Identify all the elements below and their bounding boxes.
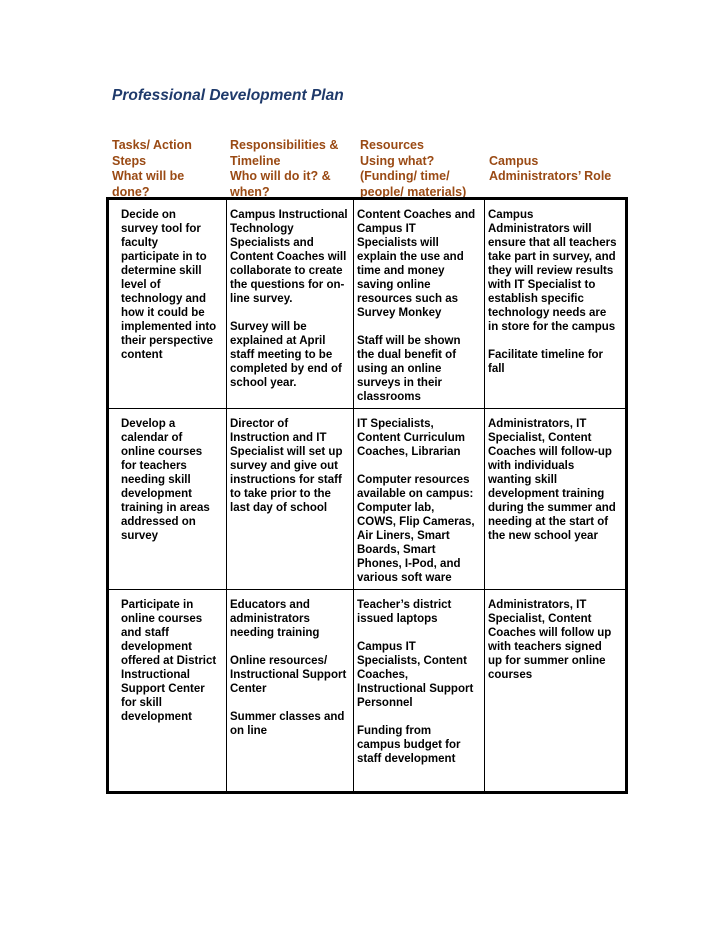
table-row xyxy=(108,590,627,793)
header-line: Timeline xyxy=(230,153,281,168)
cell-line: Support Center xyxy=(121,683,205,695)
cell-paragraph xyxy=(121,417,224,543)
cell-line: addressed on xyxy=(121,516,196,528)
cell-responsibility xyxy=(227,590,354,793)
cell-line: with teachers signed xyxy=(488,641,602,653)
cell-line: Content Curriculum xyxy=(357,432,465,444)
cell-paragraph xyxy=(357,473,482,585)
cell-paragraph xyxy=(230,654,351,696)
cell-line: determine skill xyxy=(121,265,202,277)
cell-line: to take prior to the xyxy=(230,488,331,500)
cell-line: Specialists will xyxy=(357,237,439,249)
cell-line: calendar of xyxy=(121,432,183,444)
cell-paragraph xyxy=(357,417,482,459)
header-line: Resources xyxy=(360,138,424,152)
cell-line: the dual benefit of xyxy=(357,349,457,361)
cell-line: and staff xyxy=(121,627,169,639)
cell-line: time and money xyxy=(357,265,445,277)
cell-line: various soft ware xyxy=(357,572,452,584)
cell-line: up for summer online xyxy=(488,655,606,667)
cell-task xyxy=(108,409,227,590)
cell-line: administrators xyxy=(230,613,310,625)
cell-line: school year. xyxy=(230,377,297,389)
cell-line: using an online xyxy=(357,363,442,375)
cell-line: staff development xyxy=(357,753,456,765)
header-tasks xyxy=(112,138,192,200)
header-responsibilities xyxy=(230,138,338,200)
cell-line: in store for the campus xyxy=(488,321,616,333)
cell-line: collaborate to create xyxy=(230,265,343,277)
cell-line: on line xyxy=(230,725,268,737)
header-line: (Funding/ time/ xyxy=(360,169,450,183)
cell-line: explain the use and xyxy=(357,251,464,263)
cell-line: survey xyxy=(121,530,159,542)
cell-line: Instructional Support xyxy=(357,683,474,695)
cell-line: with IT Specialist to xyxy=(488,279,596,291)
cell-line: Boards, Smart xyxy=(357,544,436,556)
cell-line: Campus Instructional xyxy=(230,209,348,221)
cell-line: ensure that all teachers xyxy=(488,237,617,249)
cell-line: the questions for on- xyxy=(230,279,345,291)
cell-line: with individuals xyxy=(488,460,575,472)
cell-paragraph xyxy=(230,710,351,738)
cell-line: Personnel xyxy=(357,697,413,709)
header-line: when? xyxy=(230,184,270,199)
cell-line: Survey will be xyxy=(230,321,307,333)
cell-line: technology and xyxy=(121,293,206,305)
cell-line: resources such as xyxy=(357,293,459,305)
header-line: Using what? xyxy=(360,153,435,168)
header-line: Tasks/ Action xyxy=(112,138,192,152)
header-line: Who will do it? & xyxy=(230,169,331,183)
cell-line: Specialists, Content xyxy=(357,655,467,667)
cell-line: Campus xyxy=(488,209,534,221)
cell-paragraph xyxy=(357,334,482,404)
cell-paragraph xyxy=(357,640,482,710)
cell-line: technology needs are xyxy=(488,307,607,319)
document-title: Professional Development Plan xyxy=(112,87,344,104)
cell-line: level of xyxy=(121,279,161,291)
cell-admin-role xyxy=(485,590,627,793)
cell-line: Survey Monkey xyxy=(357,307,442,319)
header-line: Steps xyxy=(112,153,147,168)
cell-responsibility xyxy=(227,199,354,409)
cell-responsibility xyxy=(227,409,354,590)
cell-paragraph xyxy=(488,598,623,682)
cell-line: they will review results xyxy=(488,265,614,277)
header-line: done? xyxy=(112,184,150,199)
cell-line: available on campus: xyxy=(357,488,474,500)
header-line: What will be xyxy=(112,169,185,183)
cell-line: for skill xyxy=(121,697,162,709)
header-resources xyxy=(360,138,466,200)
cell-resources xyxy=(354,199,485,409)
cell-line: classrooms xyxy=(357,391,421,403)
cell-line: COWS, Flip Cameras, xyxy=(357,516,475,528)
cell-line: issued laptops xyxy=(357,613,438,625)
cell-line: their perspective xyxy=(121,335,214,347)
cell-line: development xyxy=(121,711,192,723)
cell-line: Staff will be shown xyxy=(357,335,461,347)
header-line: Campus xyxy=(489,153,539,168)
cell-line: Coaches, Librarian xyxy=(357,446,461,458)
cell-line: Technology xyxy=(230,223,294,235)
cell-line: Specialist will set up xyxy=(230,446,343,458)
cell-line: courses xyxy=(488,669,533,681)
cell-line: development training xyxy=(488,488,605,500)
cell-line: Computer lab, xyxy=(357,502,435,514)
cell-line: training in areas xyxy=(121,502,210,514)
cell-line: Administrators will xyxy=(488,223,592,235)
plan-table-body xyxy=(108,199,627,793)
cell-line: Center xyxy=(230,683,267,695)
cell-paragraph xyxy=(230,598,351,640)
cell-line: Phones, I-Pod, and xyxy=(357,558,461,570)
table-row xyxy=(108,199,627,409)
cell-line: survey and give out xyxy=(230,460,339,472)
cell-line: Specialist, Content xyxy=(488,613,592,625)
cell-line: faculty xyxy=(121,237,159,249)
cell-line: Instructional xyxy=(121,669,191,681)
cell-task xyxy=(108,590,227,793)
cell-line: Computer resources xyxy=(357,474,470,486)
cell-line: Instructional Support xyxy=(230,669,347,681)
cell-line: instructions for staff xyxy=(230,474,342,486)
cell-task xyxy=(108,199,227,409)
cell-line: Coaches will follow-up xyxy=(488,446,612,458)
cell-line: content xyxy=(121,349,163,361)
cell-line: Director of xyxy=(230,418,289,430)
header-line: people/ materials) xyxy=(360,184,467,199)
plan-table xyxy=(106,197,628,794)
cell-line: Coaches, xyxy=(357,669,409,681)
cell-line: explained at April xyxy=(230,335,326,347)
cell-paragraph xyxy=(488,348,623,376)
cell-line: completed by end of xyxy=(230,363,342,375)
cell-line: needing training xyxy=(230,627,320,639)
column-headers xyxy=(112,138,624,197)
cell-line: wanting skill xyxy=(488,474,558,486)
cell-paragraph xyxy=(488,208,623,334)
header-line: Administrators’ Role xyxy=(489,169,612,183)
cell-paragraph xyxy=(121,208,224,362)
cell-line: Online resources/ xyxy=(230,655,328,667)
header-line: Responsibilities & xyxy=(230,138,339,152)
cell-line: implemented into xyxy=(121,321,217,333)
header-admin-role xyxy=(489,154,611,185)
cell-line: Develop a xyxy=(121,418,176,430)
cell-paragraph xyxy=(357,208,482,320)
cell-paragraph xyxy=(488,417,623,543)
cell-resources xyxy=(354,590,485,793)
cell-line: campus budget for xyxy=(357,739,461,751)
cell-line: Teacher’s district xyxy=(357,599,452,611)
cell-line: Specialist, Content xyxy=(488,432,592,444)
cell-line: Coaches will follow up xyxy=(488,627,612,639)
cell-line: Instruction and IT xyxy=(230,432,327,444)
cell-resources xyxy=(354,409,485,590)
cell-paragraph xyxy=(357,598,482,626)
cell-admin-role xyxy=(485,199,627,409)
cell-line: Air Liners, Smart xyxy=(357,530,450,542)
cell-line: staff meeting to be xyxy=(230,349,333,361)
cell-line: during the summer and xyxy=(488,502,616,514)
cell-paragraph xyxy=(121,598,224,724)
cell-line: line survey. xyxy=(230,293,293,305)
cell-line: online courses xyxy=(121,613,203,625)
cell-paragraph xyxy=(230,417,351,515)
cell-line: Educators and xyxy=(230,599,310,611)
cell-line: participate in to xyxy=(121,251,207,263)
cell-line: Content Coaches and xyxy=(357,209,476,221)
cell-line: Specialists and xyxy=(230,237,314,249)
cell-line: Campus IT xyxy=(357,223,416,235)
cell-line: development xyxy=(121,641,192,653)
cell-line: Decide on xyxy=(121,209,176,221)
cell-paragraph xyxy=(357,724,482,766)
cell-line: online courses xyxy=(121,446,203,458)
cell-line: Participate in xyxy=(121,599,194,611)
cell-line: for teachers xyxy=(121,460,187,472)
cell-line: IT Specialists, xyxy=(357,418,434,430)
cell-line: Content Coaches will xyxy=(230,251,347,263)
cell-line: the new school year xyxy=(488,530,598,542)
cell-line: saving online xyxy=(357,279,431,291)
cell-line: needing at the start of xyxy=(488,516,609,528)
cell-line: surveys in their xyxy=(357,377,443,389)
cell-paragraph xyxy=(230,208,351,306)
cell-line: take part in survey, and xyxy=(488,251,616,263)
cell-line: Summer classes and xyxy=(230,711,345,723)
cell-line: offered at District xyxy=(121,655,217,667)
cell-line: establish specific xyxy=(488,293,584,305)
cell-line: fall xyxy=(488,363,505,375)
cell-line: how it could be xyxy=(121,307,205,319)
cell-line: survey tool for xyxy=(121,223,201,235)
cell-admin-role xyxy=(485,409,627,590)
cell-line: Facilitate timeline for xyxy=(488,349,604,361)
cell-line: Administrators, IT xyxy=(488,599,587,611)
table-row xyxy=(108,409,627,590)
cell-line: last day of school xyxy=(230,502,328,514)
cell-line: Campus IT xyxy=(357,641,416,653)
cell-line: Administrators, IT xyxy=(488,418,587,430)
cell-line: needing skill xyxy=(121,474,191,486)
cell-line: Funding from xyxy=(357,725,432,737)
cell-paragraph xyxy=(230,320,351,390)
cell-line: development xyxy=(121,488,192,500)
